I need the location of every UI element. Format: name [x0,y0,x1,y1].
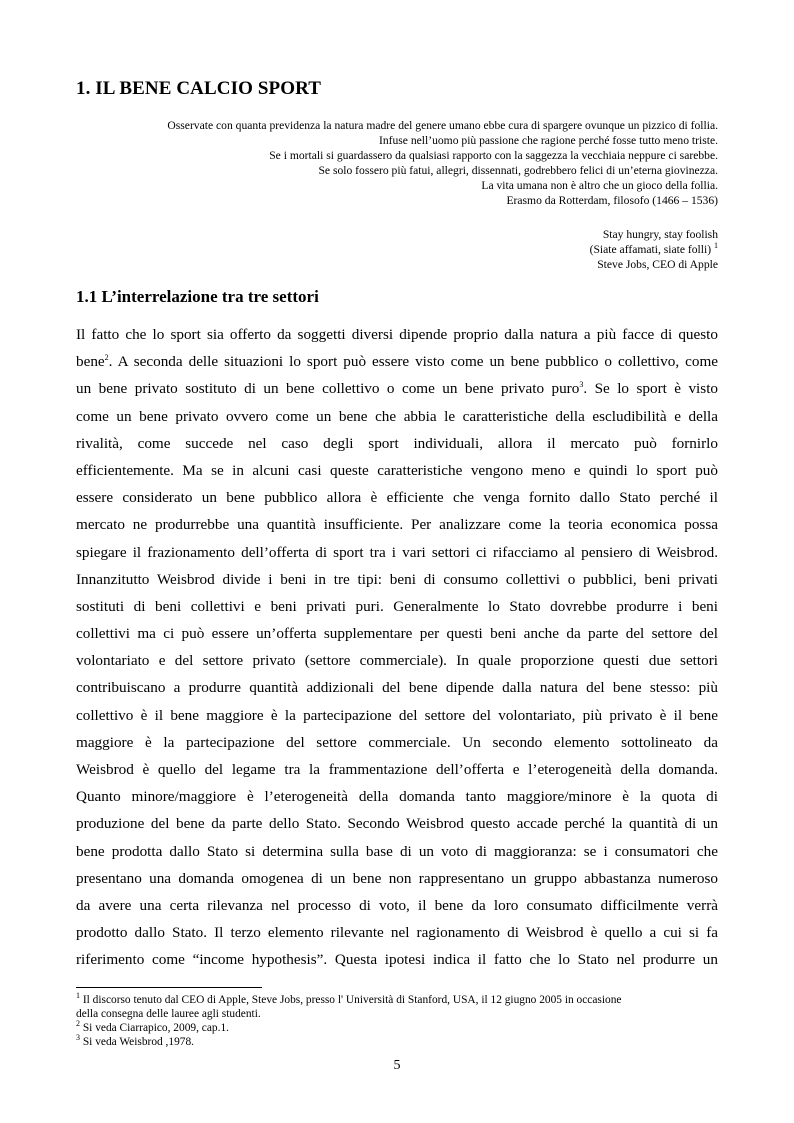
body-line-text: un bene privato sostituto di un bene collettivo o come un bene privato puro [76,380,580,398]
epigraph-line: La vita umana non è altro che un gioco della follia. [481,179,718,192]
chapter-title: 1. IL BENE CALCIO SPORT [76,78,321,99]
body-line-text: efficientemente. Ma se in alcuni casi queste caratteristiche vengono meno e quindi lo sport può [76,461,718,479]
body-line [76,729,718,756]
epigraph-jobs-line1: Stay hungry, stay foolish [602,228,718,241]
body-line-text: presentano una domanda omogenea di un bene non rappresentano un gruppo abbastanza numeroso [76,869,718,887]
body-line [76,892,718,919]
footnote-number: 3 [76,1033,80,1043]
body-line [76,511,718,538]
body-line [76,810,718,837]
body-line-text: sostituti di beni collettivi e beni privati puri. Generalmente lo Stato dovrebbe produrre i beni [76,597,718,615]
footnote-divider [76,987,262,988]
body-line [76,946,718,973]
body-line [76,674,718,701]
body-line-text: da avere una certa rilevanza nel processo di voto, il bene da loro consumato difficilmente verrà [76,896,718,914]
epigraph-jobs-attribution: Steve Jobs, CEO di Apple [597,258,718,271]
body-line [76,403,718,430]
footnote [76,993,726,1007]
epigraph-line: Osservate con quanta previdenza la natura madre del genere umano ebbe cura di spargere ovunque un pizzico di follia. [167,119,718,132]
body-text [76,321,718,974]
body-line [76,620,718,647]
epigraph-jobs-line2 [318,242,718,257]
body-line-text: collettivo è il bene maggiore è la partecipazione del settore del volontariato, più privato è il bene [76,706,718,724]
footnote-text: Si veda Weisbrod ,1978. [80,1036,195,1048]
epigraph-line: Infuse nell’uomo più passione che ragione perché fosse tutto meno triste. [378,134,718,147]
footnotes [76,993,726,1049]
body-line-text: rivalità, come succede nel caso degli sport individuali, allora il mercato può fornirlo [76,434,718,452]
body-line-text: maggiore è la partecipazione del settore commerciale. Un secondo elemento sottolineato da [76,733,718,751]
body-line [76,484,718,511]
body-line-text: spiegare il frazionamento dell’offerta di sport tra i vari settori ci rifacciamo al pensiero di Weisbrod. [76,543,718,561]
body-line-text: bene [76,353,105,371]
body-line-text: produzione del bene da parte dello Stato. Secondo Weisbrod questo accade perché la quantità di un [76,815,718,833]
body-line [76,430,718,457]
body-line-text: volontariato e del settore privato (settore commerciale). In quale proporzione questi due settori [76,652,718,670]
body-line-text: collettivi ma ci può essere un’offerta supplementare per questi beni anche da parte del settore del [76,625,718,643]
footnote-number: 2 [76,1019,80,1029]
body-line-text: prodotto dallo Stato. Il terzo elemento rilevante nel ragionamento di Weisbrod è quello a cui si fa [76,924,718,942]
epigraph-line: Se solo fossero più fatui, allegri, dissennati, godrebbero felici di un’eterna giovinezza. [318,164,718,177]
body-line [76,375,718,402]
body-line-text: Il fatto che lo sport sia offerto da soggetti diversi dipende proprio dalla natura a più facce di questo [76,326,718,343]
body-line [76,647,718,674]
body-line-text: essere considerato un bene pubblico allora è efficiente che venga fornito dallo Stato perché il [76,489,718,507]
body-line-text: contribuiscano a produrre quantità addizionali del bene dipende dalla natura del bene stesso: più [76,679,718,697]
body-line [76,838,718,865]
footnote-number: 1 [76,991,80,1001]
footnote-ref[interactable]: 1 [714,241,718,251]
body-line [76,566,718,593]
epigraph-jobs [318,227,718,272]
body-line-text: . A seconda delle situazioni lo sport può essere visto come un bene pubblico o collettivo, come [108,353,718,371]
body-line-text: come un bene privato ovvero come un bene che abbia le caratteristiche della escludibilità e della [76,407,718,425]
body-line [76,702,718,729]
footnote-continuation: della consegna delle lauree agli studenti. [76,1008,261,1020]
body-line [76,756,718,783]
body-line [76,348,718,375]
section-title: 1.1 L’interrelazione tra tre settori [76,287,319,306]
footnote [76,1021,726,1035]
body-line [76,865,718,892]
body-line-text: Innanzitutto Weisbrod divide i beni in tre tipi: beni di consumo collettivi o pubblici, beni privati [76,570,718,588]
footnote-text: Si veda Ciarrapico, 2009, cap.1. [80,1022,229,1034]
footnote-ref[interactable]: 2 [104,353,109,363]
body-line-text: Quanto minore/maggiore è l’eterogeneità della domanda tanto maggiore/minore è la quota di [76,788,718,806]
footnote-ref[interactable]: 3 [579,380,584,390]
body-line-text: bene prodotta dallo Stato si determina sulla base di un voto di maggioranza: se i consumatori che [76,842,718,860]
body-line [76,539,718,566]
epigraph-jobs-translation: (Siate affamati, siate folli) [589,243,712,256]
body-line [76,919,718,946]
footnote-text: Il discorso tenuto dal CEO di Apple, Steve Jobs, presso l' Università di Stanford, USA, il 12 giugno 2005 in occasione [80,994,622,1006]
body-line [76,457,718,484]
body-line [76,593,718,620]
epigraph-line: Se i mortali si guardassero da qualsiasi rapporto con la saggezza la vecchiaia neppure ci sarebbe. [269,149,718,162]
body-line-text: Weisbrod è quello del legame tra la frammentazione dell’offerta e l’eterogeneità della domanda. [76,761,718,778]
body-line-text: . Se lo sport è visto [583,380,718,398]
page-number: 5 [393,1058,401,1073]
epigraph-erasmus [58,118,718,208]
epigraph-attribution: Erasmo da Rotterdam, filosofo (1466 – 1536) [506,194,718,207]
body-line-text: riferimento come “income hypothesis”. Questa ipotesi indica il fatto che lo Stato nel produrre un [76,951,718,969]
body-line [76,783,718,810]
footnote [76,1035,726,1049]
body-line-text: mercato ne produrrebbe una quantità insufficiente. Per analizzare come la teoria economica possa [76,516,718,534]
body-line [76,321,718,348]
